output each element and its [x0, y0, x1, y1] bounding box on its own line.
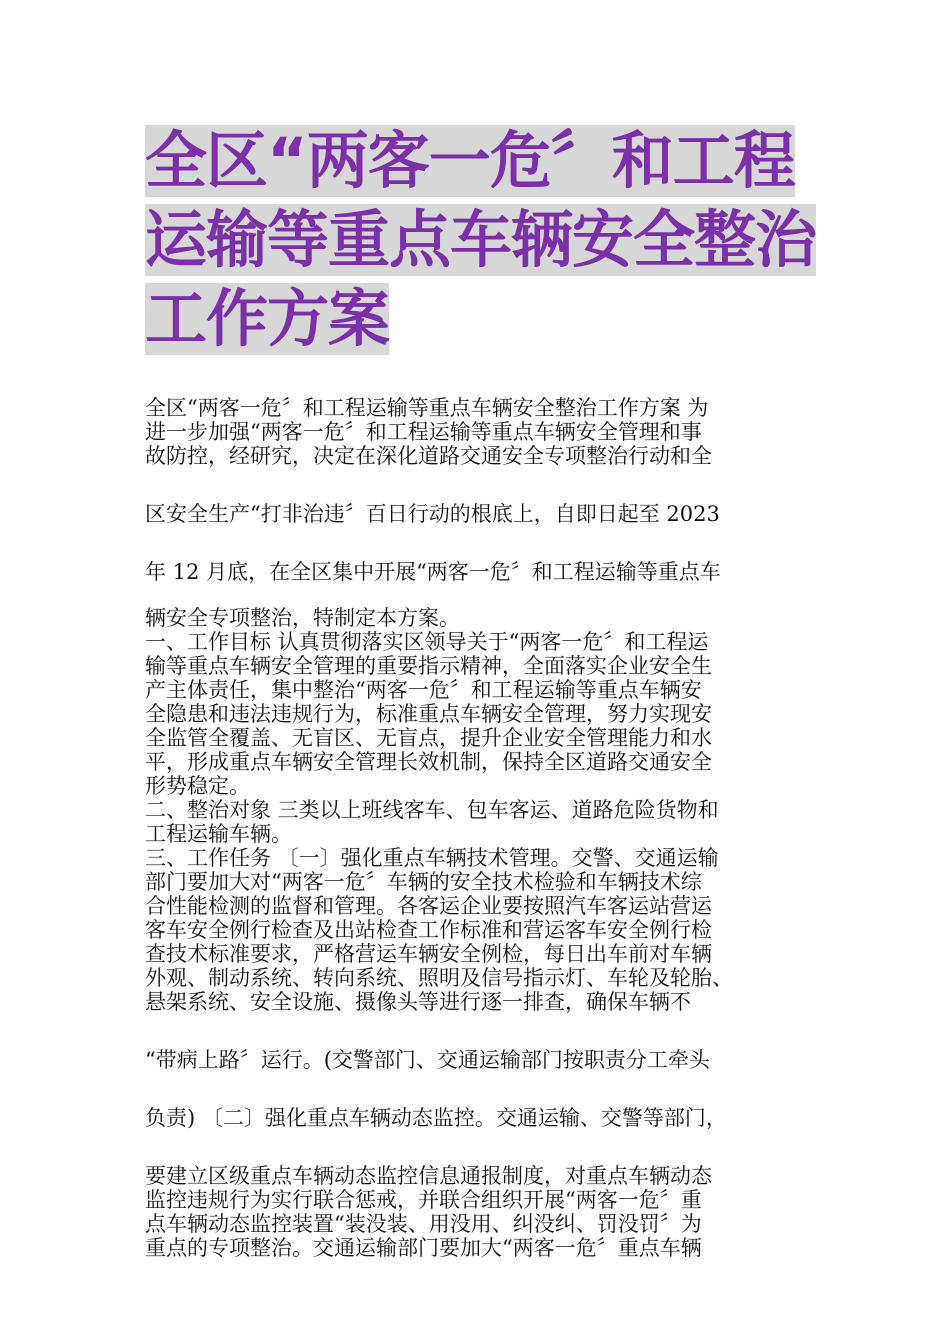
- body-line: 形势稳定。: [145, 774, 250, 798]
- body-line: 负责) 〔二〕强化重点车辆动态监控。交通运输、交警等部门，: [145, 1106, 727, 1130]
- body-line: 外观、制动系统、转向系统、照明及信号指示灯、车轮及轮胎、: [145, 966, 733, 990]
- body-line: 全监管全覆盖、无盲区、无盲点，提升企业安全管理能力和水: [145, 726, 712, 750]
- body-line: 故防控，经研究，决定在深化道路交通安全专项整治行动和全: [145, 444, 712, 468]
- body-line: 全区“两客一危〞和工程运输等重点车辆安全整治工作方案 为: [145, 396, 709, 420]
- document-body: [145, 396, 805, 1260]
- body-line: 一、工作目标 认真贯彻落实区领导关于“两客一危〞和工程运: [145, 630, 709, 654]
- body-line: 悬架系统、安全设施、摄像头等进行逐一排查，确保车辆不: [145, 990, 691, 1014]
- body-line: 输等重点车辆安全管理的重要指示精神，全面落实企业安全生: [145, 654, 712, 678]
- title-line: 运输等重点车辆安全整治: [145, 203, 817, 276]
- body-line: 全隐患和违法违规行为，标准重点车辆安全管理，努力实现安: [145, 702, 712, 726]
- body-line: 辆安全专项整治，特制定本方案。: [145, 606, 460, 630]
- title-line: 全区“两客一危〞和工程: [145, 124, 795, 197]
- body-line: 合性能检测的监督和管理。各客运企业要按照汽车客运站营运: [145, 894, 712, 918]
- body-line: 监控违规行为实行联合惩戒，并联合组织开展“两客一危〞重: [145, 1188, 702, 1212]
- document-title: [145, 125, 815, 362]
- body-line: 点车辆动态监控装置“装没装、用没用、纠没纠、罚没罚〞为: [145, 1212, 702, 1236]
- body-line: 查技术标准要求，严格营运车辆安全例检，每日出车前对车辆: [145, 942, 712, 966]
- body-line: 客车安全例行检查及出站检查工作标准和营运客车安全例行检: [145, 918, 712, 942]
- body-line: “带病上路〞运行。(交警部门、交通运输部门按职责分工牵头: [145, 1048, 710, 1072]
- body-line: 工程运输车辆。: [145, 822, 292, 846]
- body-line: 二、整治对象 三类以上班线客车、包车客运、道路危险货物和: [145, 798, 719, 822]
- title-line: 工作方案: [145, 282, 390, 355]
- body-line: 三、工作任务 〔一〕强化重点车辆技术管理。交警、交通运输: [145, 846, 719, 870]
- body-line: 年 12 月底，在全区集中开展“两客一危〞和工程运输等重点车: [145, 560, 721, 584]
- body-line: 区安全生产“打非治违〞百日行动的根底上，自即日起至 2023: [145, 502, 720, 526]
- body-line: 产主体责任，集中整治“两客一危〞和工程运输等重点车辆安: [145, 678, 702, 702]
- body-line: 进一步加强“两客一危〞和工程运输等重点车辆安全管理和事: [145, 420, 702, 444]
- body-line: 平，形成重点车辆安全管理长效机制，保持全区道路交通安全: [145, 750, 712, 774]
- body-line: 要建立区级重点车辆动态监控信息通报制度，对重点车辆动态: [145, 1164, 712, 1188]
- body-line: 部门要加大对“两客一危〞车辆的安全技术检验和车辆技术综: [145, 870, 702, 894]
- body-line: 重点的专项整治。交通运输部门要加大“两客一危〞重点车辆: [145, 1236, 702, 1260]
